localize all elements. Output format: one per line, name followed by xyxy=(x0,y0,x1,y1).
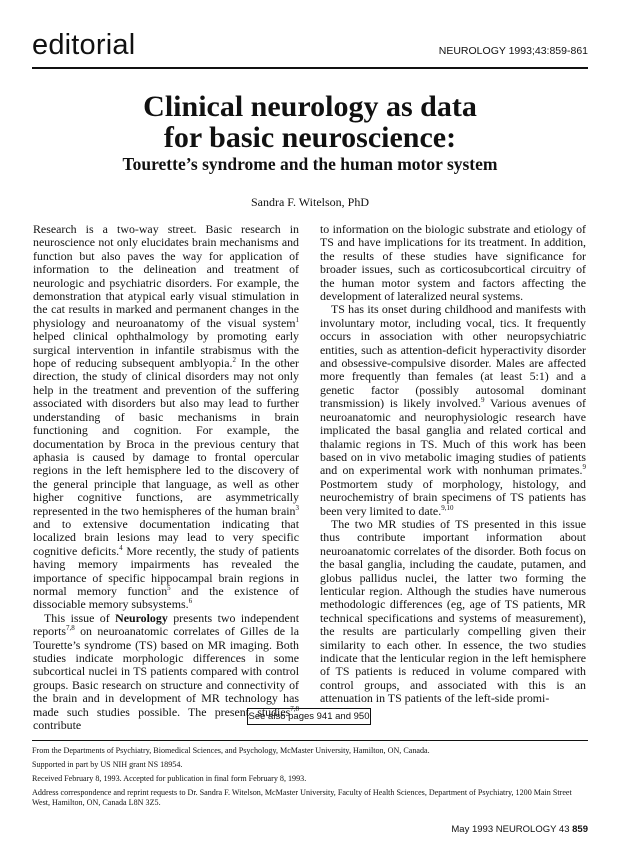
support-note: Supported in part by US NIH grant NS 18954. xyxy=(32,760,183,769)
body-column-right xyxy=(320,222,587,706)
article-subtitle: Tourette’s syndrome and the human motor system xyxy=(122,154,498,174)
affiliation-note: From the Departments of Psychiatry, Biomedical Sciences, and Psychology, McMaster University, Hamilton, ON, Canada. xyxy=(32,746,430,755)
article-title-line-2: for basic neuroscience: xyxy=(163,121,457,154)
paragraph: to information on the biologic substrate and etiology of TS and have implications for its treatment. In addition, the results of these studies have significance for broader issues, such as corticosubcortical circuitry of the human motor system and factors affecting the development of lateralized neural systems. xyxy=(320,222,586,304)
see-also-box: See also pages 941 and 950 xyxy=(247,708,371,725)
author-byline: Sandra F. Witelson, PhD xyxy=(250,195,369,209)
section-label: editorial xyxy=(32,29,136,61)
received-note: Received February 8, 1993. Accepted for publication in final form February 8, 1993. xyxy=(32,774,307,783)
journal-name: Neurology xyxy=(115,610,168,625)
page-footer xyxy=(451,824,588,836)
body-column-left xyxy=(33,222,300,733)
issue-label: May 1993 NEUROLOGY 43 xyxy=(451,824,570,835)
footnote-rule xyxy=(32,740,588,741)
article-title-line-1: Clinical neurology as data xyxy=(143,90,477,123)
journal-citation: NEUROLOGY 1993;43:859-861 xyxy=(438,45,588,57)
paragraph: TS has its onset during childhood and manifests with involuntary motor, including vocal, tics. It frequently occurs in association with other neuropsychiatric entities, such as attention-deficit hyperactivity disorder and obsessive-compulsive disorder. Males are affected more frequently than females (at least 5:1) and a genetic factor (possibly autosomal dominant transmission) is likely involved.$^9$ Various avenues of neuroanatomic and neurophysiologic research have implicated the basal ganglia and related cortical and thalamic regions in TS. Much of this work has been based on in vivo metabolic imaging studies of patients and on experimental work with nonhuman primates.$^9$ Postmortem study of morphology, histology, and neurochemistry of brain specimens of TS patients has been very limited to date.$^{9,10}$ xyxy=(320,302,587,518)
paragraph: This issue of Neurology presents two independent reports$^{7,8}$ on neuroanatomic correlates of Gilles de la Tourette’s syndrome (TS) based on MR imaging. Both studies indicate morphologic differences in some subcortical nuclei in TS patients compared with control groups. Basic research on structure and connectivity of the brain and in development of MR technology has made such studies possible. The present studies$^{7,8}$ contribute xyxy=(33,610,299,733)
paragraph: The two MR studies of TS presented in this issue thus contribute important information about neuroanatomic correlates of the disorder. Both focus on the basal ganglia, including the caudate, putamen, and globus pallidus nuclei, the latter two forming the lenticular region. Although the studies have numerous methodologic differences (eg, age of TS patients, MR technical specifications and systems of measurement), the results are particularly compelling given their similarity to each other. In essence, the two studies indicate that the lenticular region in the left hemisphere of TS patients is reduced in volume compared with control groups, and associated with this is an attenuation in TS patients of the left-side promi- xyxy=(320,516,586,706)
header-rule xyxy=(32,67,588,69)
paragraph: Research is a two-way street. Basic research in neuroscience not only elucidates brain mechanisms and function but also paves the way for application of information to the delineation and treatment of neurologic and psychiatric disorders. For example, the demonstration that atypical early visual stimulation in the cat results in marked and permanent changes in the physiology and neuroanatomy of the visual system$^1$ helped clinical ophthalmology by promoting early surgical intervention in infantile strabismus with the hope of reducing subsequent amblyopia.$^2$ In the other direction, the study of clinical disorders may not only help in the treatment and prevention of the suffering associated with disorders but also may lead to further understanding of basic mechanisms in brain functioning and cognition. For example, the documentation by Broca in the previous century that aphasia is caused by damage to frontal opercular regions in the left hemisphere led to the discovery of the general principle that language, as well as other higher cognitive functions, are asymmetrically represented in the two hemispheres of the human brain$^3$ and to extensive documentation indicating that localized brain lesions may lead to very specific cognitive deficits.$^4$ More recently, the study of patients having memory impairments has revealed the importance of specific hippocampal brain regions in normal memory function$^5$ and the existence of dissociable memory subsystems.$^6$ xyxy=(33,222,300,612)
page-number: 859 xyxy=(572,824,588,835)
correspondence-note: Address correspondence and reprint requests to Dr. Sandra F. Witelson, McMaster University, Faculty of Health Sciences, Department of Psychiatry, 1200 Main Street West, Hamilton, ON, Canada L8N 3Z5. xyxy=(32,788,572,807)
